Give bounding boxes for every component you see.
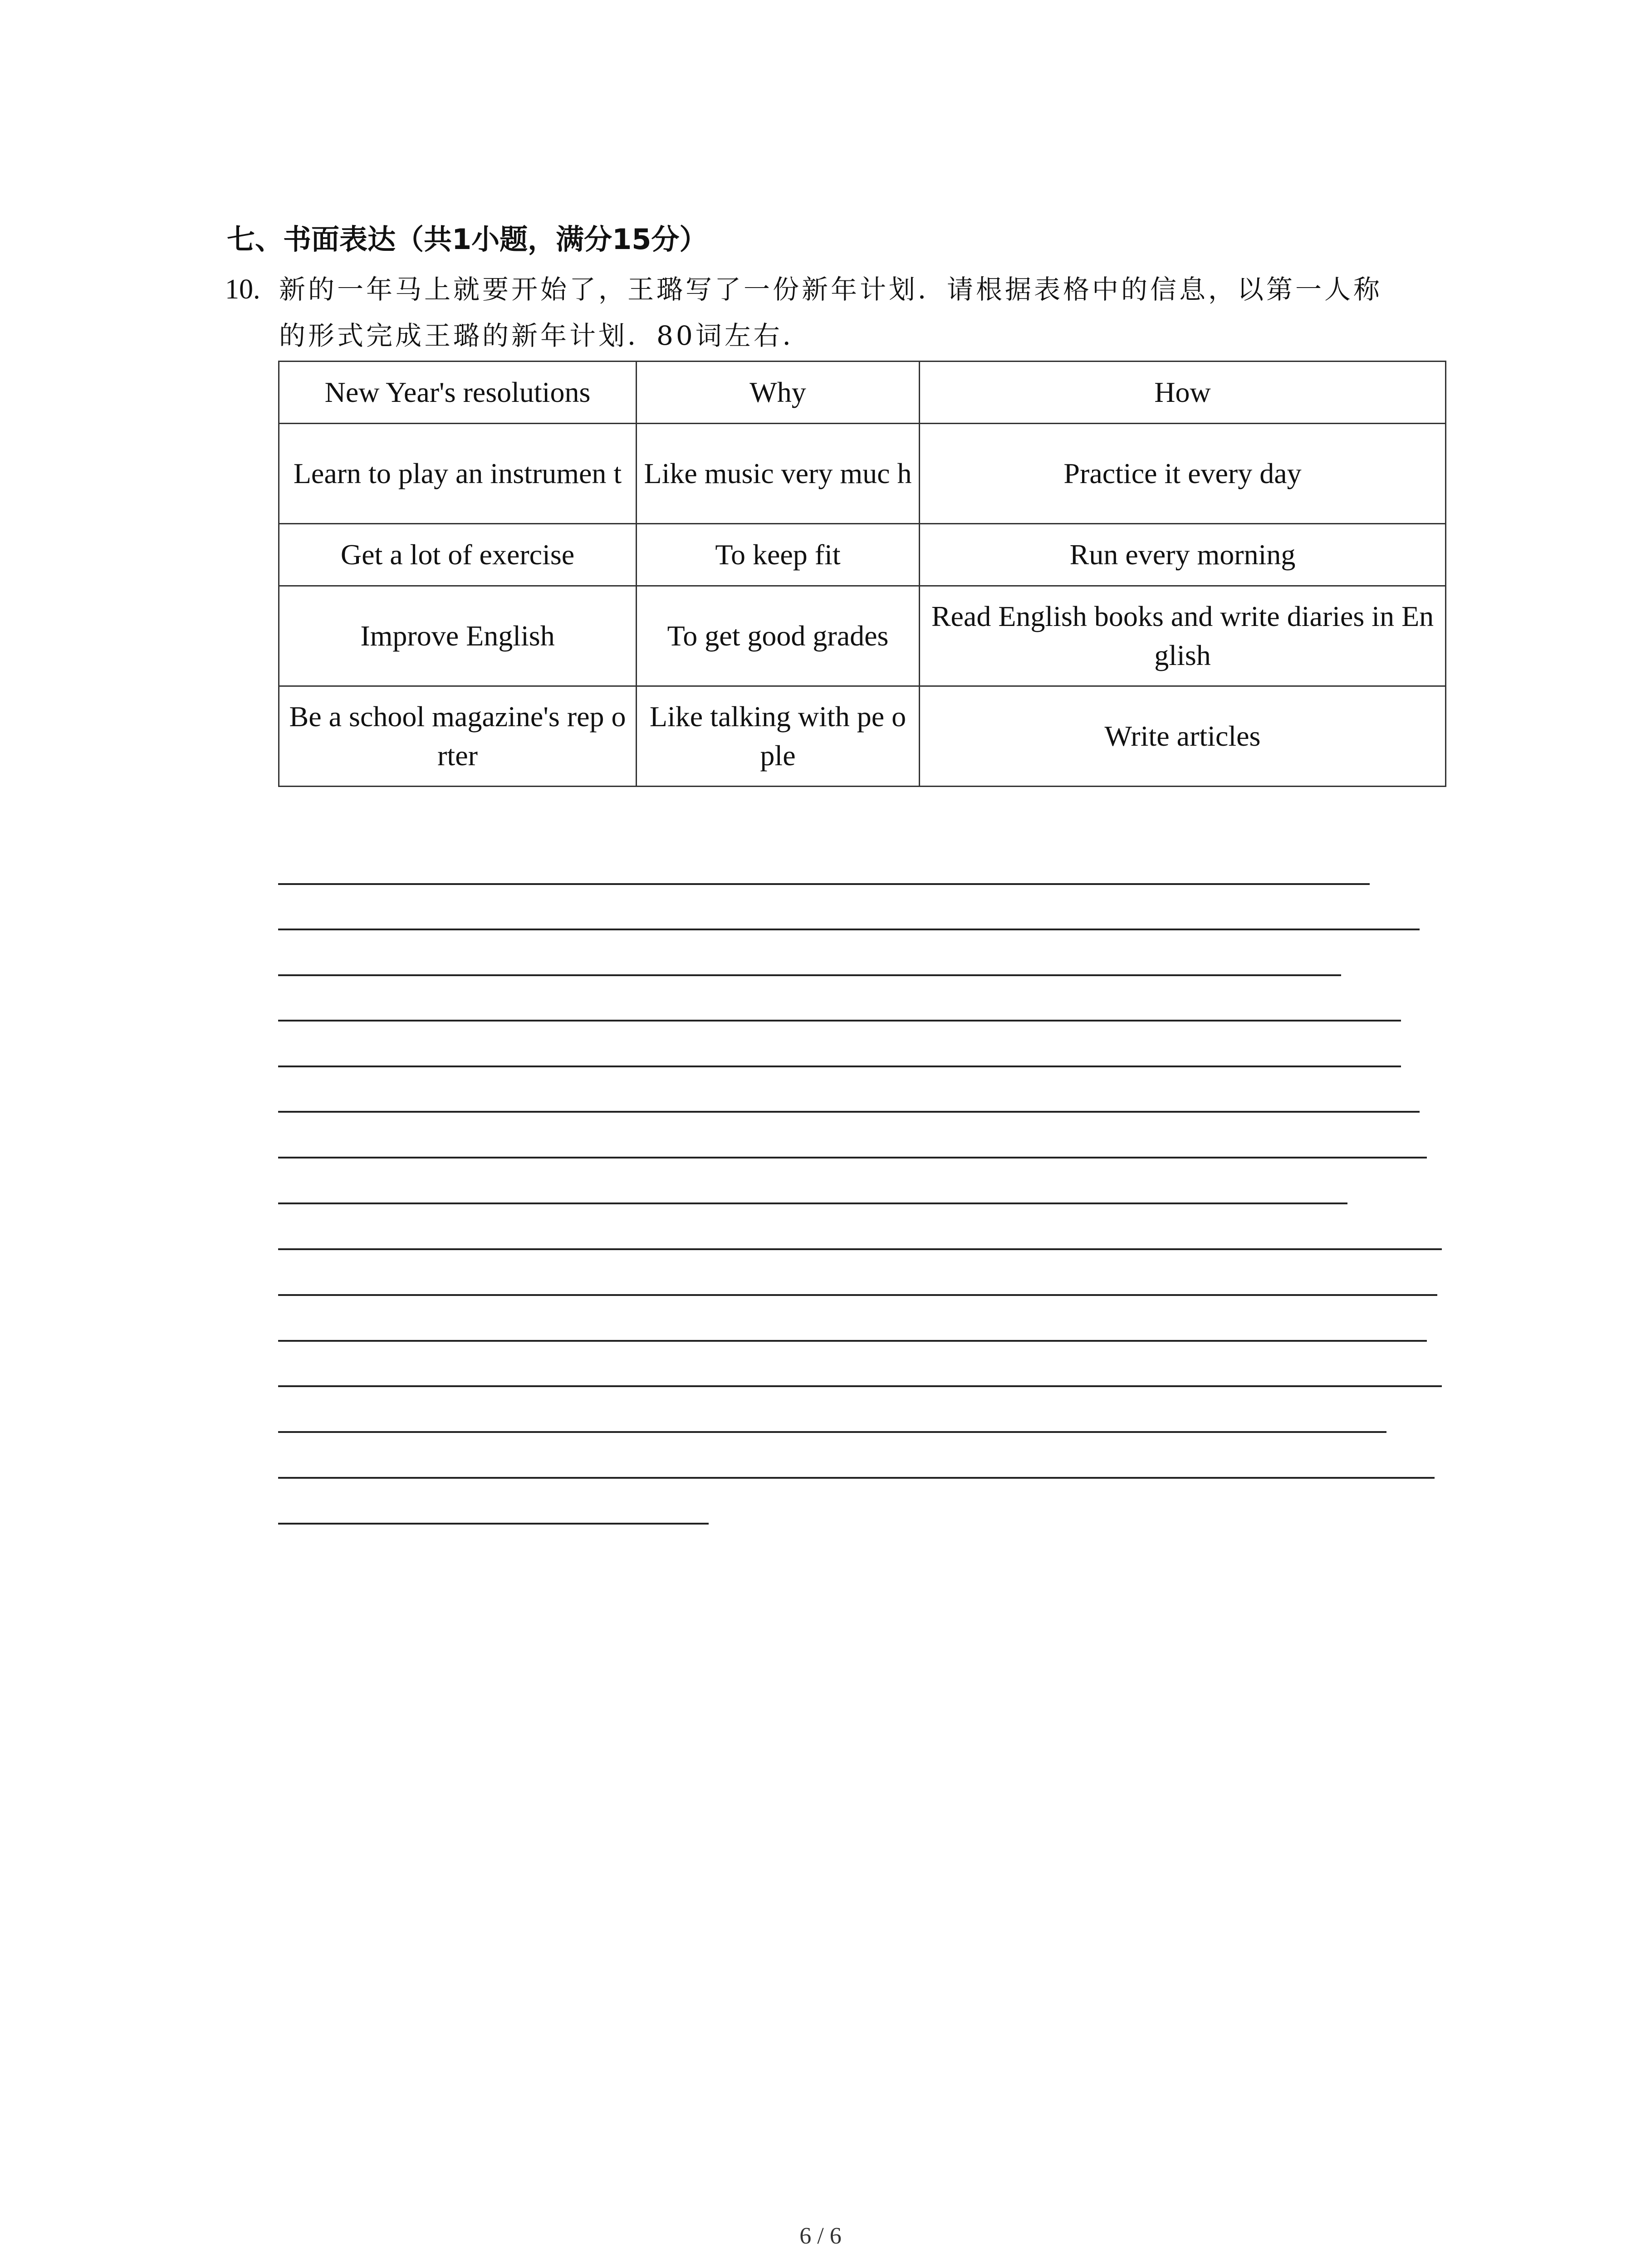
- question-prompt-line-1: 新的一年马上就要开始了，王璐写了一份新年计划．请根据表格中的信息，以第一人称: [279, 274, 1383, 305]
- writing-line[interactable]: [278, 1020, 1401, 1022]
- resolutions-table: [278, 361, 1446, 787]
- table-row: [279, 686, 1446, 787]
- writing-line[interactable]: [278, 1340, 1427, 1342]
- section-title: 七、书面表达（共1小题，满分15分）: [227, 223, 708, 256]
- writing-line[interactable]: [278, 1202, 1347, 1204]
- question-prompt-line-2: 的形式完成王璐的新年计划．80词左右．: [279, 320, 812, 351]
- cell-how: Write articles: [920, 686, 1446, 787]
- writing-line[interactable]: [278, 1523, 709, 1525]
- header-resolutions: New Year's resolutions: [279, 362, 637, 424]
- writing-line[interactable]: [278, 1157, 1427, 1158]
- cell-why: To get good grades: [637, 586, 920, 686]
- header-why: Why: [637, 362, 920, 424]
- cell-resolution: Improve English: [279, 586, 637, 686]
- page-number: 6 / 6: [799, 2223, 842, 2249]
- table-row: [279, 586, 1446, 686]
- cell-why: Like talking with pe ople: [637, 686, 920, 787]
- cell-resolution: Be a school magazine's rep orter: [279, 686, 637, 787]
- cell-resolution: Learn to play an instrumen t: [279, 424, 637, 524]
- writing-line[interactable]: [278, 1431, 1386, 1433]
- writing-line[interactable]: [278, 929, 1420, 930]
- writing-line[interactable]: [278, 1066, 1401, 1067]
- writing-line[interactable]: [278, 1385, 1442, 1387]
- question-number: 10.: [225, 274, 260, 305]
- header-how: How: [920, 362, 1446, 424]
- writing-line[interactable]: [278, 1294, 1437, 1296]
- cell-why: Like music very muc h: [637, 424, 920, 524]
- writing-line[interactable]: [278, 883, 1370, 885]
- cell-how: Read English books and write diaries in English: [920, 586, 1446, 686]
- writing-line[interactable]: [278, 1248, 1442, 1250]
- writing-line[interactable]: [278, 974, 1341, 976]
- cell-how: Practice it every day: [920, 424, 1446, 524]
- table-header-row: [279, 362, 1446, 424]
- cell-resolution: Get a lot of exercise: [279, 524, 637, 586]
- writing-line[interactable]: [278, 1477, 1435, 1479]
- cell-how: Run every morning: [920, 524, 1446, 586]
- cell-why: To keep fit: [637, 524, 920, 586]
- writing-line[interactable]: [278, 1111, 1420, 1113]
- table-row: [279, 424, 1446, 524]
- table-row: [279, 524, 1446, 586]
